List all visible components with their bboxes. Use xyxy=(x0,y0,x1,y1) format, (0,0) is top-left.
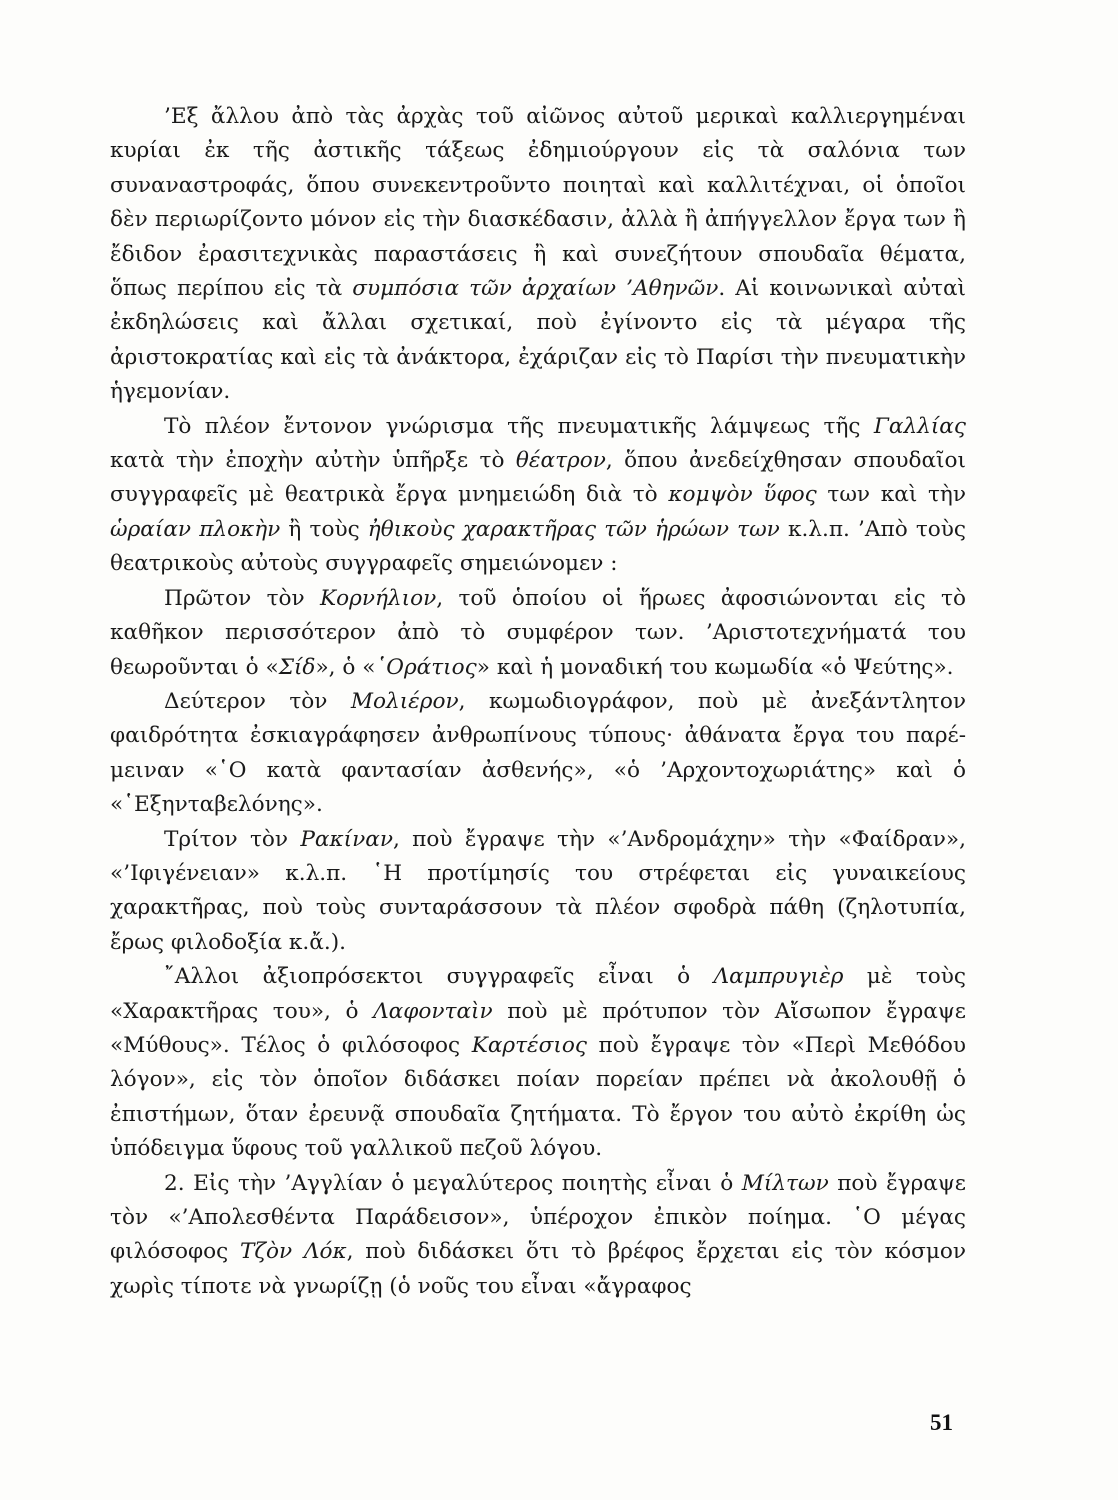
text-run: , ποὺ ἔγραψε τὴν «’Ανδρομάχην» τὴν «Φαίδραν», «’Ιφιγένειαν» κ.λ.π. ῾Η προτίμησίς του στρέφεται εἰς γυναικείους χαρακτῆρας, ποὺ τοὺς συνταράσσουν τὰ πλέον σφοδρὰ πάθη (ζηλοτυπία, ἔρως φιλοδοξία κ.ἄ.). xyxy=(110,826,966,955)
italic-run: Μίλτων xyxy=(741,1170,829,1196)
text-run: Πρῶτον τὸν xyxy=(164,585,321,611)
text-run: 2. Εἰς τὴν ’Αγγλίαν ὁ μεγαλύτερος ποιητὴς εἶναι ὁ xyxy=(164,1170,742,1196)
text-run: ’Εξ ἄλλου ἀπὸ τὰς ἀρχὰς τοῦ αἰῶνος αὐτοῦ μερικαὶ καλλιεργημέναι κυρίαι ἐκ τῆς ἀστικῆς τάξεως ἐδημιούργουν εἰς τὰ σαλόνια των συναναστροφάς, ὅπου συνεκεντροῦντο ποιηταὶ καὶ καλλιτέχναι, οἱ ὁποῖοι δὲν περιωρίζοντο μόνον εἰς τὴν διασκέδασιν, ἀλλὰ ἢ ἀπήγγελλον ἔργα των ἢ ἔδιδον ἐρασιτεχνικὰς παραστάσεις ἢ καὶ συνεζήτουν σπουδαῖα θέματα, ὅπως περίπου εἰς τὰ xyxy=(110,104,966,302)
text-run: κατὰ τὴν ἐποχὴν αὐτὴν ὑπῆρξε τὸ xyxy=(110,448,516,474)
text-run: ποὺ ἔγραψε τὸν «’Απολεσθέντα Παράδεισον», ὑπέροχον ἐπικὸν ποίημα. ῾Ο μέγας φιλόσοφος xyxy=(110,1170,966,1265)
italic-run: ῾Οράτιος xyxy=(375,654,477,680)
italic-run: Γαλλίας xyxy=(873,413,966,439)
text-run: » καὶ ἡ μοναδική του κωμωδία «ὁ Ψεύτης». xyxy=(476,654,954,680)
paragraph xyxy=(110,823,966,961)
italic-run: Λαμπρυγιὲρ xyxy=(713,964,844,990)
italic-run: Τζὸν Λόκ xyxy=(239,1239,347,1265)
text-run: Τὸ πλέον ἔντονον γνώρισμα τῆς πνευματικῆς λάμψεως τῆς xyxy=(164,413,874,439)
italic-run: Λαφονταὶν xyxy=(373,998,493,1024)
text-run: των καὶ τὴν xyxy=(816,482,966,508)
text-run: . Αἱ κοινωνικαὶ αὐταὶ ἐκδηλώσεις καὶ ἄλλαι σχετικαί, ποὺ ἐγίνοντο εἰς τὰ μέγαρα τῆς ἀριστοκρατίας καὶ εἰς τὰ ἀνάκτορα, ἐχάριζαν εἰς τὸ Παρίσι τὴν πνευματικὴν ἡγεμονίαν. xyxy=(110,276,966,405)
paragraph xyxy=(110,100,966,410)
italic-run: Κορνήλιον xyxy=(320,585,437,611)
italic-run: κομψὸν ὕφος xyxy=(668,482,817,508)
text-run: , ὅπου ἀνεδείχθησαν σπουδαῖοι συγγραφεῖς μὲ θεατρικὰ ἔργα μνημειώδη διὰ τὸ xyxy=(110,448,966,508)
text-run: μὲ τοὺς «Χαρακτῆρας του», ὁ xyxy=(110,964,966,1024)
paragraph xyxy=(110,685,966,823)
text-run: ῎Αλλοι ἀξιοπρόσεκτοι συγγραφεῖς εἶναι ὁ xyxy=(164,964,714,990)
paragraph xyxy=(110,410,966,582)
italic-run: Ρακίναν xyxy=(300,826,393,852)
text-run: , ποὺ διδάσκει ὅτι τὸ βρέφος ἔρχεται εἰς τὸν κόσμον χωρὶς τίποτε νὰ γνωρίζῃ (ὁ νοῦς του εἶναι «ἄγραφος xyxy=(110,1239,967,1299)
text-run: ποὺ μὲ πρότυπον τὸν Αἴσωπον ἔγραψε «Μύθους». Τέλος ὁ φιλόσοφος xyxy=(110,998,966,1058)
paragraph xyxy=(110,582,966,685)
text-run: ἢ τοὺς xyxy=(280,516,368,542)
text-run: , τοῦ ὁποίου οἱ ἥρωες ἀφοσιώνονται εἰς τὸ καθῆκον περισσότερον ἀπὸ τὸ συμφέρον των. ’Αριστοτεχνήματά του θεωροῦνται ὁ « xyxy=(110,585,966,680)
paragraph xyxy=(110,1167,966,1305)
italic-run: Μολιέρον xyxy=(350,688,459,714)
text-run: Δεύτερον τὸν xyxy=(164,688,351,714)
text-run: ποὺ ἔγραψε τὸν «Περὶ Μεθόδου λόγον», εἰς τὸν ὁποῖον διδάσκει ποίαν πορείαν πρέπει νὰ ἀκολουθῇ ὁ ἐπιστήμων, ὅταν ἐρευνᾷ σπουδαῖα ζητήματα. Τὸ ἔργον του αὐτὸ ἐκρίθη ὡς ὑπόδειγμα ὕφους τοῦ γαλλικοῦ πεζοῦ λόγου. xyxy=(110,1032,966,1162)
italic-run: θέατρον xyxy=(515,448,606,474)
italic-run: Σίδ xyxy=(278,654,316,680)
text-run: Τρίτον τὸν xyxy=(164,826,301,852)
italic-run: συμπόσια τῶν ἀρχαίων ’Αθηνῶν xyxy=(352,276,719,302)
italic-run: ἠθικοὺς χαρακτῆρας τῶν ἡρώων των xyxy=(367,516,780,542)
page-number: 51 xyxy=(930,1410,953,1435)
text-run: », ὁ « xyxy=(315,654,376,680)
text-run: , κωμωδιογράφον, ποὺ μὲ ἀνεξάντλητον φαιδρότητα ἐσκιαγράφησεν ἀνθρωπίνους τύπους· ἀθάνατα ἔργα του παρέμειναν «῾Ο κατὰ φαντασίαν ἀσθενής», «ὁ ’Αρχοντοχωριάτης» καὶ ὁ «῾Εξηνταβελόνης». xyxy=(110,688,966,818)
page-body-text xyxy=(110,100,966,1304)
text-run: κ.λ.π. ’Απὸ τοὺς θεατρικοὺς αὐτοὺς συγγραφεῖς σημειώνομεν : xyxy=(110,516,966,577)
paragraph xyxy=(110,960,966,1166)
italic-run: Καρτέσιος xyxy=(471,1032,587,1058)
italic-run: ὡραίαν πλοκὴν xyxy=(110,516,281,542)
